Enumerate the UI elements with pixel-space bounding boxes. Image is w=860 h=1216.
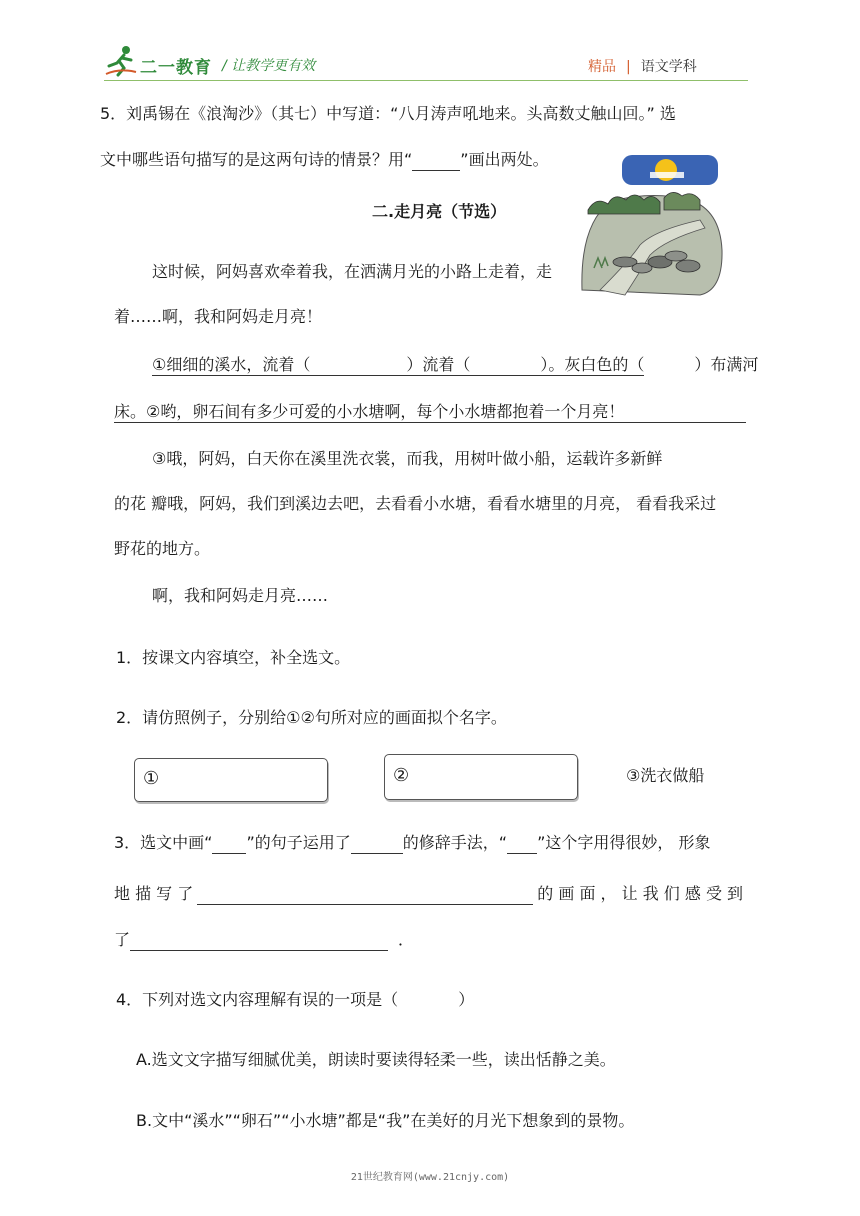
subject-label: 语文学科 (640, 59, 697, 75)
header-divider (104, 80, 748, 81)
q3-line3-start: 了 (114, 930, 131, 949)
q4-close-paren: ） (458, 990, 475, 1009)
p2-line2-underlined: 床。②哟，卵石间有多少可爱的小水塘啊，每个小水塘都抱着一个月亮！ (114, 402, 746, 423)
moonlit-stream-illustration (580, 150, 725, 300)
q3-line3-end: ． (398, 930, 415, 949)
passage-p2-line1 (152, 355, 758, 376)
answer-box-2[interactable] (384, 754, 578, 800)
q5-line2-start: 文中哪些语句描写的是这两句诗的情景？用“ (100, 150, 413, 169)
passage-p1-line2: 着……啊，我和阿妈走月亮！ (114, 307, 323, 326)
question-4 (116, 990, 474, 1010)
q3-seg4: ”这个字用得很妙， 形象 (537, 833, 711, 852)
logo-text: 二一教育 (140, 58, 212, 78)
q3-blank-1[interactable] (212, 833, 246, 854)
example-title-3: ③洗衣做船 (626, 766, 705, 785)
q5-blank[interactable] (412, 150, 460, 171)
option-b: B.文中“溪水”“卵石”“小水塘”都是“我”在美好的月光下想象到的景物。 (136, 1111, 635, 1130)
q3-seg1: 3．选文中画“ (114, 833, 213, 852)
q3-blank-3[interactable] (507, 833, 537, 854)
p2-seg1: ①细细的溪水，流着（ (152, 355, 311, 374)
p2-seg4: ）布满河 (694, 355, 759, 374)
question-3-line3 (114, 930, 414, 951)
header-right (588, 56, 697, 76)
q3-blank-2[interactable] (351, 833, 403, 854)
logo-runner-icon (104, 44, 138, 78)
header-separator: | (626, 59, 631, 75)
q3-line2-start: 地 描 写 了 (114, 884, 194, 903)
question-3-line2 (114, 884, 743, 905)
brand-label: 精品 (588, 59, 616, 75)
question-3-line1 (114, 833, 710, 854)
answer-box-2-label: ② (393, 765, 410, 786)
q5-line1: 5．刘禹锡在《浪淘沙》（其七）中写道：“八月涛声吼地来。头高数丈触山回。” 选 (100, 104, 676, 123)
p2-seg2: ）流着（ (406, 355, 471, 374)
answer-box-1[interactable] (134, 758, 328, 802)
question-2: 2．请仿照例子，分别给①②句所对应的画面拟个名字。 (116, 708, 507, 727)
question-1: 1．按课文内容填空，补全选文。 (116, 648, 351, 667)
q5-line2-end: ”画出两处。 (460, 150, 549, 169)
section-title: 二.走月亮（节选） (372, 202, 507, 221)
q5-line2 (100, 150, 549, 171)
page-footer: 21世纪教育网(www.21cnjy.com) (350, 1172, 510, 1183)
q3-line2-end: 的 画 面 ， 让 我 们 感 受 到 (537, 884, 744, 903)
passage-p3-line3: 野花的地方。 (114, 539, 211, 558)
q3-seg2: ”的句子运用了 (246, 833, 351, 852)
q3-blank-4[interactable] (197, 884, 533, 905)
option-a: A.选文文字描写细腻优美，朗读时要读得轻柔一些，读出恬静之美。 (136, 1050, 616, 1069)
passage-p3-line1: ③哦，阿妈，白天你在溪里洗衣裳，而我，用树叶做小船，运载许多新鲜 (152, 449, 663, 468)
q3-blank-5[interactable] (130, 930, 388, 951)
q3-seg3: 的修辞手法，“ (402, 833, 508, 852)
q4-text: 4．下列对选文内容理解有误的一项是（ (116, 990, 399, 1009)
answer-box-1-label: ① (143, 768, 160, 789)
passage-p2-line2 (114, 402, 746, 423)
passage-p4: 啊，我和阿妈走月亮…… (152, 586, 329, 605)
header-slogan: / 让教学更有效 (222, 58, 316, 74)
passage-p3-line2: 的花 瓣哦，阿妈，我们到溪边去吧，去看看小水塘，看看水塘里的月亮， 看看我采过 (114, 494, 717, 513)
passage-p1-line1: 这时候，阿妈喜欢牵着我，在洒满月光的小路上走着，走 (152, 262, 553, 281)
p2-seg3: ）。灰白色的（ (540, 355, 645, 374)
p2-underlined-part (152, 355, 644, 376)
